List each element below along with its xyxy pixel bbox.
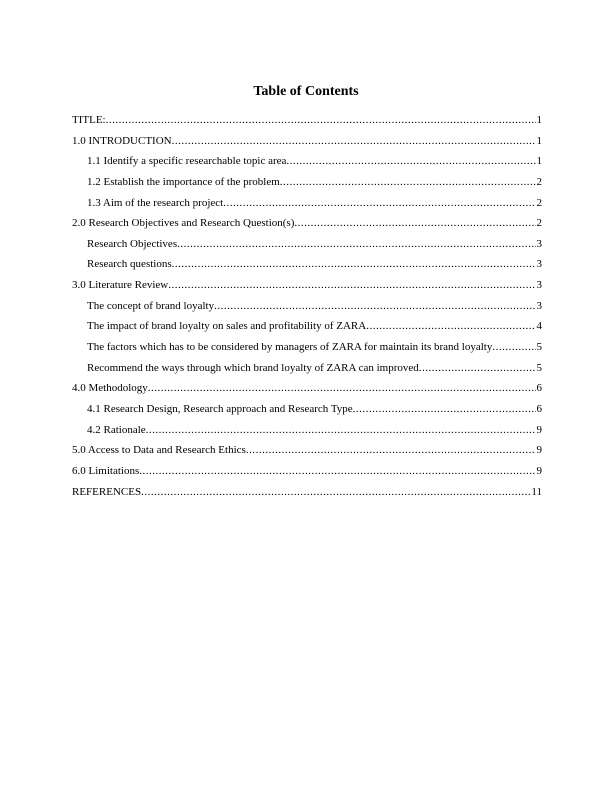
toc-dot-leader — [223, 196, 536, 210]
toc-entry[interactable] — [72, 381, 542, 402]
toc-entry-page-number: 1 — [536, 134, 542, 147]
toc-entry-label: 1.3 Aim of the research project — [87, 196, 224, 209]
toc-entry[interactable] — [72, 443, 542, 464]
toc-entry-label: Research questions — [87, 258, 172, 271]
toc-entry-label: The concept of brand loyalty — [87, 299, 215, 312]
toc-entry-label: TITLE: — [72, 114, 106, 126]
toc-dot-leader — [172, 134, 536, 148]
toc-entry-page-number: 2 — [536, 196, 542, 209]
toc-dot-leader — [148, 381, 536, 395]
toc-entry-page-number: 3 — [536, 237, 542, 250]
toc-entry-page-number: 9 — [536, 423, 542, 436]
toc-dot-leader — [419, 361, 536, 375]
toc-entry-page-number: 6 — [536, 402, 542, 415]
toc-entry-page-number: 1 — [536, 114, 542, 126]
toc-entry[interactable] — [72, 423, 542, 444]
toc-entry[interactable] — [72, 464, 542, 485]
toc-dot-leader — [294, 216, 536, 230]
toc-entry-page-number: 9 — [536, 444, 542, 457]
toc-dot-leader — [286, 154, 536, 168]
toc-dot-leader — [168, 278, 536, 292]
toc-entry[interactable] — [72, 134, 542, 155]
toc-entry[interactable] — [72, 154, 542, 175]
toc-entry[interactable] — [72, 319, 542, 340]
toc-dot-leader — [141, 485, 531, 499]
toc-entry-label: 4.1 Research Design, Research approach and Research Type — [87, 402, 353, 415]
toc-entry-page-number: 3 — [536, 299, 542, 312]
toc-dot-leader — [172, 257, 536, 271]
toc-entry[interactable] — [72, 196, 542, 217]
toc-entry-page-number: 3 — [536, 279, 542, 292]
toc-entry[interactable] — [72, 216, 542, 237]
toc-entry-page-number: 4 — [536, 320, 542, 333]
toc-entry[interactable] — [72, 278, 542, 299]
toc-entry-page-number: 9 — [536, 464, 542, 477]
toc-dot-leader — [139, 464, 536, 478]
toc-entry-label: 1.0 INTRODUCTION — [72, 134, 172, 147]
toc-entry-label: 4.2 Rationale — [87, 423, 146, 436]
toc-entry-label: REFERENCES — [72, 485, 142, 498]
toc-entry-page-number: 2 — [536, 175, 542, 188]
toc-entry-label: 3.0 Literature Review — [72, 279, 169, 292]
toc-dot-leader — [492, 340, 536, 354]
toc-entry-label: Research Objectives — [87, 237, 178, 250]
toc-entry[interactable] — [72, 402, 542, 423]
toc-entry-label: 5.0 Access to Data and Research Ethics — [72, 444, 246, 457]
toc-entry-page-number: 11 — [531, 485, 542, 498]
toc-entry[interactable] — [72, 361, 542, 382]
toc-dot-leader — [280, 175, 536, 189]
toc-entry-page-number: 5 — [536, 341, 542, 354]
toc-dot-leader — [246, 443, 536, 457]
toc-entry-page-number: 3 — [536, 258, 542, 271]
toc-entry-label: 1.2 Establish the importance of the problem — [87, 175, 280, 188]
toc-dot-leader — [366, 319, 536, 333]
table-of-contents — [72, 113, 542, 505]
toc-entry-page-number: 1 — [536, 155, 542, 168]
toc-entry-page-number: 2 — [536, 217, 542, 230]
toc-entry[interactable] — [72, 299, 542, 320]
toc-dot-leader — [106, 113, 536, 127]
toc-entry[interactable] — [72, 340, 542, 361]
toc-dot-leader — [177, 237, 536, 251]
toc-entry-page-number: 5 — [536, 361, 542, 374]
toc-entry-label: 4.0 Methodology — [72, 382, 148, 395]
toc-entry[interactable] — [72, 485, 542, 506]
toc-dot-leader — [146, 423, 536, 437]
toc-entry-label: 2.0 Research Objectives and Research Question(s) — [72, 217, 295, 230]
toc-entry[interactable] — [72, 257, 542, 278]
toc-dot-leader — [214, 299, 536, 313]
toc-entry[interactable] — [72, 113, 542, 134]
toc-dot-leader — [353, 402, 536, 416]
toc-entry[interactable] — [72, 175, 542, 196]
toc-entry-label: 1.1 Identify a specific researchable topic area — [87, 155, 287, 168]
toc-entry[interactable] — [72, 237, 542, 258]
toc-entry-page-number: 6 — [536, 382, 542, 395]
toc-entry-label: 6.0 Limitations — [72, 464, 140, 477]
toc-entry-label: The impact of brand loyalty on sales and profitability of ZARA — [87, 320, 367, 333]
toc-title: Table of Contents — [253, 84, 359, 99]
toc-entry-label: The factors which has to be considered by managers of ZARA for maintain its brand loyalty — [87, 341, 493, 354]
toc-entry-label: Recommend the ways through which brand loyalty of ZARA can improved — [87, 361, 419, 374]
